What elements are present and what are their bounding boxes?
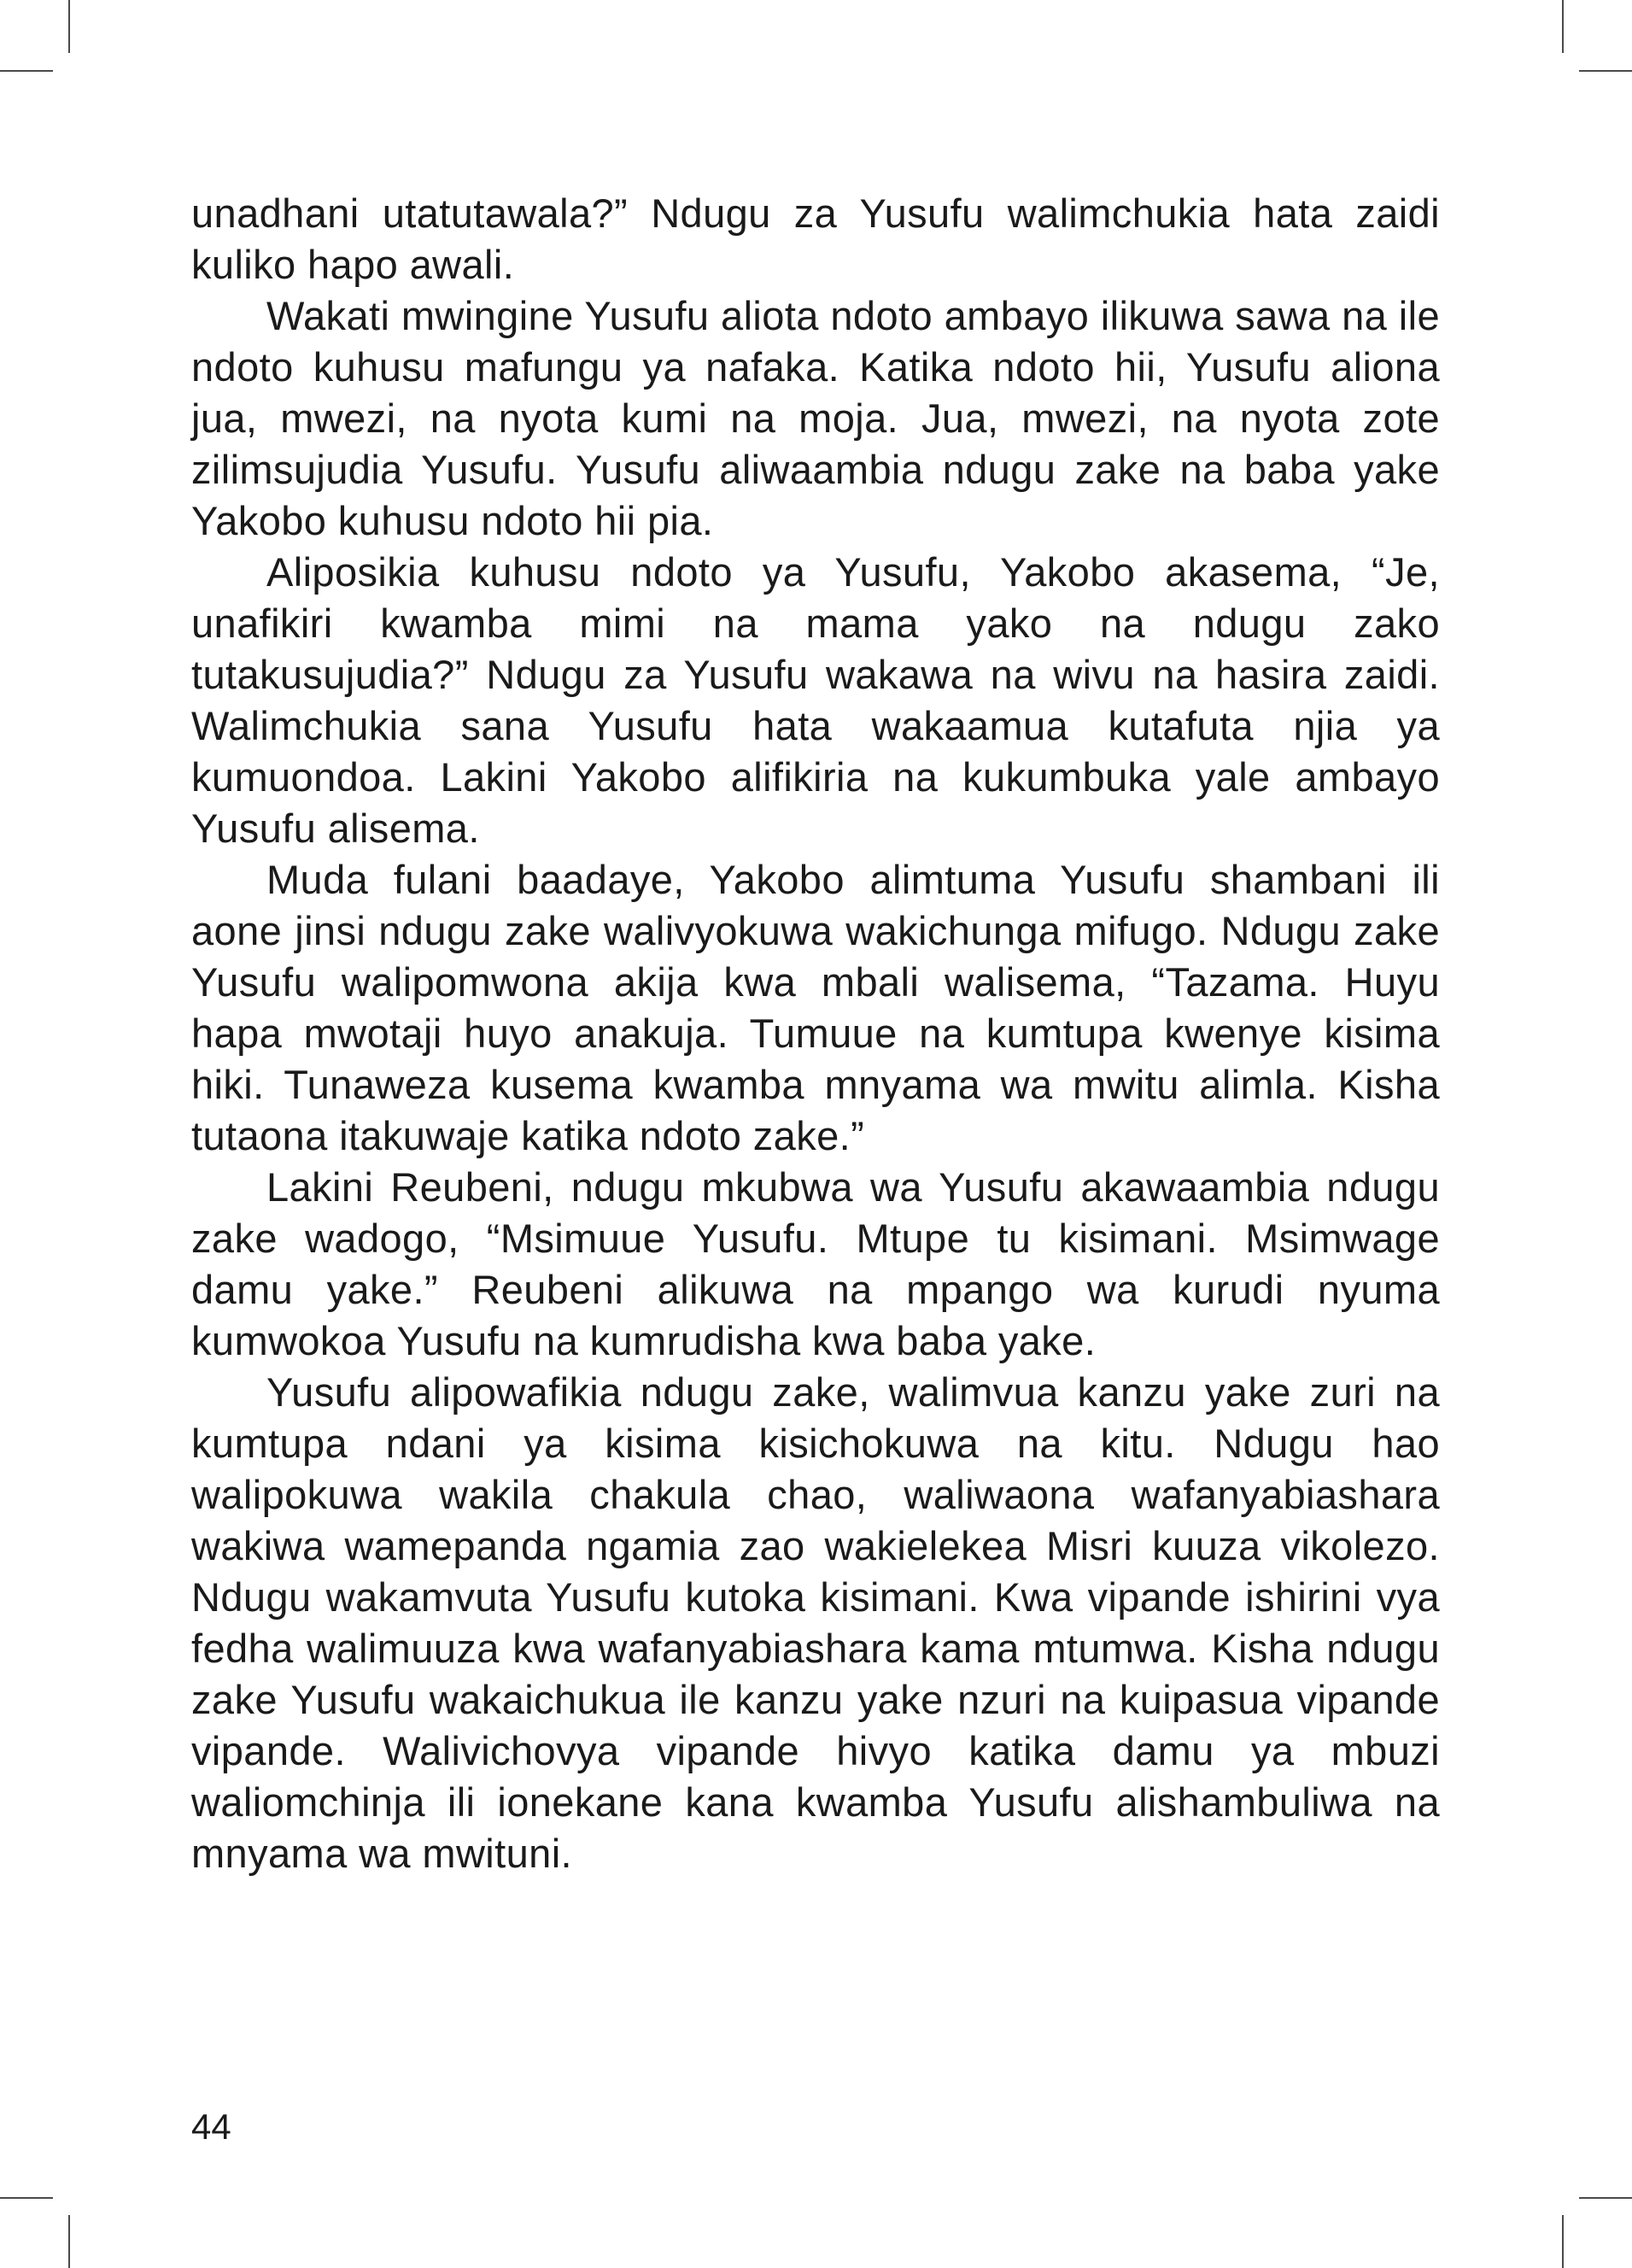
body-text <box>191 188 1440 1879</box>
crop-mark-top-left-v <box>68 0 70 53</box>
paragraph-6: Yusufu alipowafikia ndugu zake, walimvua kanzu yake zuri na kumtupa ndani ya kisima kisichokuwa na kitu. Ndugu hao walipokuwa wakila chakula chao, waliwaona wafanyabiashara wakiwa wamepanda ngamia zao wakielekea Misri kuuza vikolezo. Ndugu wakamvuta Yusufu kutoka kisimani. Kwa vipande ishirini vya fedha walimuuza kwa wafanyabiashara kama mtumwa. Kisha ndugu zake Yusufu wakaichukua ile kanzu yake nzuri na kuipasua vipande vipande. Walivichovya vipande hivyo katika damu ya mbuzi waliomchinja ili ionekane kana kwamba Yusufu alishambuliwa na mnyama wa mwituni. <box>191 1369 1440 1876</box>
paragraph-4: Muda fulani baadaye, Yakobo alimtuma Yusufu shambani ili aone jinsi ndugu zake walivyokuwa wakichunga mifugo. Ndugu zake Yusufu walipomwona akija kwa mbali walisema, “Tazama. Huyu hapa mwotaji huyo anakuja. Tumuue na kumtupa kwenye kisima hiki. Tunaweza kusema kwamba mnyama wa mwitu alimla. Kisha tutaona itakuwaje katika ndoto zake.” <box>191 857 1440 1158</box>
crop-mark-bottom-right-v <box>1562 2215 1564 2268</box>
crop-mark-bottom-right-h <box>1579 2197 1632 2199</box>
crop-mark-top-right-h <box>1579 70 1632 72</box>
crop-mark-top-left-h <box>0 70 53 72</box>
paragraph-3: Aliposikia kuhusu ndoto ya Yusufu, Yakobo akasema, “Je, unafikiri kwamba mimi na mama yako na ndugu zako tutakusujudia?” Ndugu za Yusufu wakawa na wivu na hasira zaidi. Walimchukia sana Yusufu hata wakaamua kutafuta njia ya kumuondoa. Lakini Yakobo alifikiria na kukumbuka yale ambayo Yusufu alisema. <box>191 549 1440 851</box>
page-number: 44 <box>191 2107 231 2147</box>
paragraph-1: unadhani utatutawala?” Ndugu za Yusufu walimchukia hata zaidi kuliko hapo awali. <box>191 190 1440 287</box>
crop-mark-bottom-left-v <box>68 2215 70 2268</box>
crop-mark-top-right-v <box>1562 0 1564 53</box>
paragraph-2: Wakati mwingine Yusufu aliota ndoto ambayo ilikuwa sawa na ile ndoto kuhusu mafungu ya nafaka. Katika ndoto hii, Yusufu aliona jua, mwezi, na nyota kumi na moja. Jua, mwezi, na nyota zote zilimsujudia Yusufu. Yusufu aliwaambia ndugu zake na baba yake Yakobo kuhusu ndoto hii pia. <box>191 293 1440 543</box>
crop-mark-bottom-left-h <box>0 2197 53 2199</box>
paragraph-5: Lakini Reubeni, ndugu mkubwa wa Yusufu akawaambia ndugu zake wadogo, “Msimuue Yusufu. Mtupe tu kisimani. Msimwage damu yake.” Reubeni alikuwa na mpango wa kurudi nyuma kumwokoa Yusufu na kumrudisha kwa baba yake. <box>191 1164 1440 1363</box>
